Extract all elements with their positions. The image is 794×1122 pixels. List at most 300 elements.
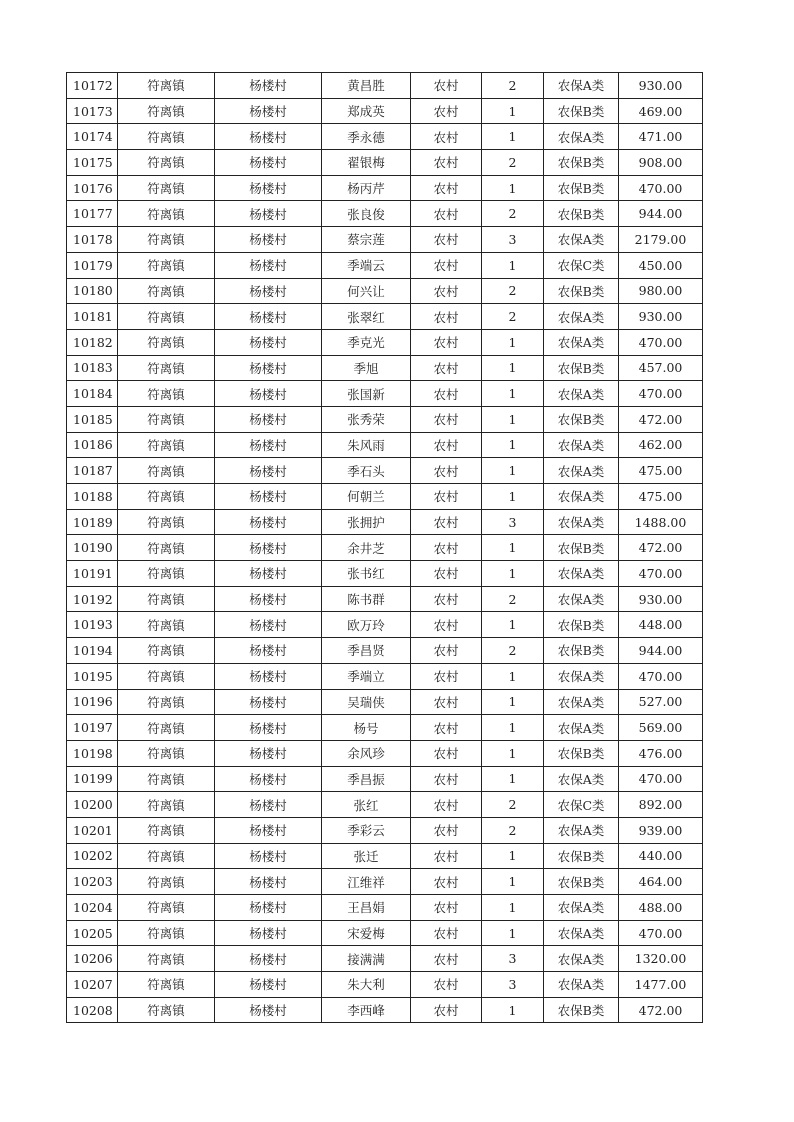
amount-cell: 475.00 [619, 484, 703, 510]
village-cell: 杨楼村 [215, 766, 322, 792]
household-count-cell: 1 [482, 175, 544, 201]
village-cell: 杨楼村 [215, 895, 322, 921]
person-name-cell: 张红 [322, 792, 411, 818]
amount-cell: 470.00 [619, 663, 703, 689]
amount-cell: 472.00 [619, 406, 703, 432]
insurance-class-cell: 农保A类 [544, 817, 619, 843]
area-type-cell: 农村 [411, 484, 482, 510]
area-type-cell: 农村 [411, 766, 482, 792]
village-cell: 杨楼村 [215, 792, 322, 818]
person-name-cell: 接满满 [322, 946, 411, 972]
village-cell: 杨楼村 [215, 843, 322, 869]
record-id-cell: 10183 [67, 355, 118, 381]
record-id-cell: 10176 [67, 175, 118, 201]
household-count-cell: 1 [482, 458, 544, 484]
town-cell: 符离镇 [118, 612, 215, 638]
household-count-cell: 2 [482, 304, 544, 330]
table-row [67, 586, 703, 612]
area-type-cell: 农村 [411, 561, 482, 587]
record-id-cell: 10192 [67, 586, 118, 612]
town-cell: 符离镇 [118, 329, 215, 355]
person-name-cell: 季昌振 [322, 766, 411, 792]
town-cell: 符离镇 [118, 843, 215, 869]
household-count-cell: 1 [482, 561, 544, 587]
table-row [67, 509, 703, 535]
household-count-cell: 1 [482, 920, 544, 946]
town-cell: 符离镇 [118, 432, 215, 458]
household-count-cell: 1 [482, 612, 544, 638]
table-row [67, 766, 703, 792]
table-row [67, 663, 703, 689]
person-name-cell: 季克光 [322, 329, 411, 355]
town-cell: 符离镇 [118, 252, 215, 278]
amount-cell: 1488.00 [619, 509, 703, 535]
record-id-cell: 10200 [67, 792, 118, 818]
table-row [67, 150, 703, 176]
person-name-cell: 张良俊 [322, 201, 411, 227]
insurance-class-cell: 农保B类 [544, 535, 619, 561]
record-id-cell: 10182 [67, 329, 118, 355]
table-row [67, 381, 703, 407]
record-id-cell: 10186 [67, 432, 118, 458]
area-type-cell: 农村 [411, 98, 482, 124]
record-id-cell: 10174 [67, 124, 118, 150]
household-count-cell: 2 [482, 201, 544, 227]
area-type-cell: 农村 [411, 997, 482, 1023]
insurance-class-cell: 农保A类 [544, 663, 619, 689]
town-cell: 符离镇 [118, 381, 215, 407]
area-type-cell: 农村 [411, 329, 482, 355]
town-cell: 符离镇 [118, 817, 215, 843]
household-count-cell: 1 [482, 895, 544, 921]
record-id-cell: 10196 [67, 689, 118, 715]
area-type-cell: 农村 [411, 381, 482, 407]
town-cell: 符离镇 [118, 972, 215, 998]
household-count-cell: 1 [482, 381, 544, 407]
person-name-cell: 杨号 [322, 715, 411, 741]
table-row [67, 278, 703, 304]
record-id-cell: 10178 [67, 227, 118, 253]
area-type-cell: 农村 [411, 612, 482, 638]
village-cell: 杨楼村 [215, 381, 322, 407]
town-cell: 符离镇 [118, 73, 215, 99]
town-cell: 符离镇 [118, 997, 215, 1023]
amount-cell: 892.00 [619, 792, 703, 818]
person-name-cell: 杨丙芹 [322, 175, 411, 201]
insurance-class-cell: 农保C类 [544, 252, 619, 278]
person-name-cell: 张拥护 [322, 509, 411, 535]
village-cell: 杨楼村 [215, 586, 322, 612]
person-name-cell: 季永德 [322, 124, 411, 150]
village-cell: 杨楼村 [215, 740, 322, 766]
insurance-class-cell: 农保B类 [544, 740, 619, 766]
town-cell: 符离镇 [118, 124, 215, 150]
table-row [67, 175, 703, 201]
area-type-cell: 农村 [411, 663, 482, 689]
village-cell: 杨楼村 [215, 458, 322, 484]
amount-cell: 470.00 [619, 920, 703, 946]
area-type-cell: 农村 [411, 946, 482, 972]
person-name-cell: 张书红 [322, 561, 411, 587]
insurance-class-cell: 农保A类 [544, 715, 619, 741]
person-name-cell: 陈书群 [322, 586, 411, 612]
insurance-class-cell: 农保B类 [544, 175, 619, 201]
table-row [67, 740, 703, 766]
amount-cell: 944.00 [619, 638, 703, 664]
area-type-cell: 农村 [411, 73, 482, 99]
table-row [67, 561, 703, 587]
town-cell: 符离镇 [118, 766, 215, 792]
town-cell: 符离镇 [118, 638, 215, 664]
record-id-cell: 10204 [67, 895, 118, 921]
household-count-cell: 2 [482, 278, 544, 304]
record-id-cell: 10181 [67, 304, 118, 330]
area-type-cell: 农村 [411, 972, 482, 998]
village-cell: 杨楼村 [215, 150, 322, 176]
household-count-cell: 1 [482, 997, 544, 1023]
area-type-cell: 农村 [411, 920, 482, 946]
insurance-class-cell: 农保B类 [544, 612, 619, 638]
town-cell: 符离镇 [118, 175, 215, 201]
insurance-class-cell: 农保A类 [544, 509, 619, 535]
table-row [67, 355, 703, 381]
amount-cell: 908.00 [619, 150, 703, 176]
record-id-cell: 10180 [67, 278, 118, 304]
table-row [67, 843, 703, 869]
insurance-class-cell: 农保B类 [544, 278, 619, 304]
village-cell: 杨楼村 [215, 304, 322, 330]
household-count-cell: 3 [482, 509, 544, 535]
amount-cell: 2179.00 [619, 227, 703, 253]
table-row [67, 946, 703, 972]
area-type-cell: 农村 [411, 432, 482, 458]
household-count-cell: 1 [482, 740, 544, 766]
person-name-cell: 蔡宗莲 [322, 227, 411, 253]
household-count-cell: 2 [482, 586, 544, 612]
record-id-cell: 10175 [67, 150, 118, 176]
amount-cell: 470.00 [619, 381, 703, 407]
amount-cell: 470.00 [619, 766, 703, 792]
area-type-cell: 农村 [411, 843, 482, 869]
record-id-cell: 10187 [67, 458, 118, 484]
table-row [67, 124, 703, 150]
insurance-class-cell: 农保B类 [544, 638, 619, 664]
amount-cell: 450.00 [619, 252, 703, 278]
village-cell: 杨楼村 [215, 997, 322, 1023]
insurance-class-cell: 农保B类 [544, 843, 619, 869]
record-id-cell: 10194 [67, 638, 118, 664]
household-count-cell: 1 [482, 329, 544, 355]
amount-cell: 930.00 [619, 586, 703, 612]
record-id-cell: 10189 [67, 509, 118, 535]
amount-cell: 464.00 [619, 869, 703, 895]
person-name-cell: 李西峰 [322, 997, 411, 1023]
table-row [67, 406, 703, 432]
person-name-cell: 翟银梅 [322, 150, 411, 176]
insurance-class-cell: 农保B类 [544, 98, 619, 124]
person-name-cell: 季旭 [322, 355, 411, 381]
household-count-cell: 1 [482, 355, 544, 381]
person-name-cell: 黄昌胜 [322, 73, 411, 99]
person-name-cell: 季昌贤 [322, 638, 411, 664]
insurance-class-cell: 农保A类 [544, 304, 619, 330]
town-cell: 符离镇 [118, 663, 215, 689]
area-type-cell: 农村 [411, 509, 482, 535]
village-cell: 杨楼村 [215, 715, 322, 741]
amount-cell: 469.00 [619, 98, 703, 124]
town-cell: 符离镇 [118, 535, 215, 561]
household-count-cell: 1 [482, 715, 544, 741]
household-count-cell: 2 [482, 638, 544, 664]
town-cell: 符离镇 [118, 946, 215, 972]
person-name-cell: 欧万玲 [322, 612, 411, 638]
area-type-cell: 农村 [411, 355, 482, 381]
amount-cell: 980.00 [619, 278, 703, 304]
record-id-cell: 10188 [67, 484, 118, 510]
table-row [67, 972, 703, 998]
area-type-cell: 农村 [411, 201, 482, 227]
person-name-cell: 季端立 [322, 663, 411, 689]
table-row [67, 689, 703, 715]
village-cell: 杨楼村 [215, 175, 322, 201]
town-cell: 符离镇 [118, 150, 215, 176]
amount-cell: 440.00 [619, 843, 703, 869]
table-row [67, 535, 703, 561]
household-count-cell: 3 [482, 227, 544, 253]
table-row [67, 869, 703, 895]
person-name-cell: 朱大利 [322, 972, 411, 998]
village-cell: 杨楼村 [215, 252, 322, 278]
area-type-cell: 农村 [411, 586, 482, 612]
insurance-class-cell: 农保A类 [544, 561, 619, 587]
area-type-cell: 农村 [411, 792, 482, 818]
table-row [67, 612, 703, 638]
insurance-class-cell: 农保A类 [544, 920, 619, 946]
person-name-cell: 宋爱梅 [322, 920, 411, 946]
table-row [67, 432, 703, 458]
household-count-cell: 1 [482, 406, 544, 432]
record-id-cell: 10197 [67, 715, 118, 741]
insurance-class-cell: 农保C类 [544, 792, 619, 818]
record-id-cell: 10201 [67, 817, 118, 843]
town-cell: 符离镇 [118, 355, 215, 381]
amount-cell: 527.00 [619, 689, 703, 715]
village-cell: 杨楼村 [215, 484, 322, 510]
household-count-cell: 1 [482, 663, 544, 689]
amount-cell: 462.00 [619, 432, 703, 458]
household-count-cell: 1 [482, 843, 544, 869]
household-count-cell: 1 [482, 124, 544, 150]
town-cell: 符离镇 [118, 406, 215, 432]
record-id-cell: 10184 [67, 381, 118, 407]
household-count-cell: 1 [482, 484, 544, 510]
insurance-class-cell: 农保B类 [544, 201, 619, 227]
village-cell: 杨楼村 [215, 817, 322, 843]
record-id-cell: 10185 [67, 406, 118, 432]
person-name-cell: 王昌娟 [322, 895, 411, 921]
area-type-cell: 农村 [411, 715, 482, 741]
person-name-cell: 张翠红 [322, 304, 411, 330]
person-name-cell: 郑成英 [322, 98, 411, 124]
town-cell: 符离镇 [118, 869, 215, 895]
record-id-cell: 10172 [67, 73, 118, 99]
record-id-cell: 10203 [67, 869, 118, 895]
amount-cell: 944.00 [619, 201, 703, 227]
town-cell: 符离镇 [118, 98, 215, 124]
area-type-cell: 农村 [411, 252, 482, 278]
table-row [67, 920, 703, 946]
table-row [67, 304, 703, 330]
village-cell: 杨楼村 [215, 124, 322, 150]
person-name-cell: 季石头 [322, 458, 411, 484]
table-row [67, 638, 703, 664]
household-count-cell: 2 [482, 150, 544, 176]
record-id-cell: 10206 [67, 946, 118, 972]
insurance-class-cell: 农保A类 [544, 432, 619, 458]
town-cell: 符离镇 [118, 201, 215, 227]
town-cell: 符离镇 [118, 561, 215, 587]
village-cell: 杨楼村 [215, 278, 322, 304]
insurance-class-cell: 农保A类 [544, 329, 619, 355]
insurance-class-cell: 农保B类 [544, 406, 619, 432]
person-name-cell: 余风珍 [322, 740, 411, 766]
household-count-cell: 1 [482, 535, 544, 561]
record-id-cell: 10177 [67, 201, 118, 227]
amount-cell: 569.00 [619, 715, 703, 741]
record-id-cell: 10173 [67, 98, 118, 124]
insurance-class-cell: 农保B类 [544, 997, 619, 1023]
household-count-cell: 1 [482, 766, 544, 792]
insurance-class-cell: 农保A类 [544, 586, 619, 612]
household-count-cell: 3 [482, 946, 544, 972]
village-cell: 杨楼村 [215, 432, 322, 458]
table-row [67, 817, 703, 843]
insurance-class-cell: 农保A类 [544, 766, 619, 792]
record-id-cell: 10179 [67, 252, 118, 278]
town-cell: 符离镇 [118, 458, 215, 484]
village-cell: 杨楼村 [215, 638, 322, 664]
table-row [67, 201, 703, 227]
town-cell: 符离镇 [118, 484, 215, 510]
area-type-cell: 农村 [411, 689, 482, 715]
area-type-cell: 农村 [411, 740, 482, 766]
insurance-class-cell: 农保A类 [544, 895, 619, 921]
village-cell: 杨楼村 [215, 355, 322, 381]
amount-cell: 472.00 [619, 997, 703, 1023]
table-row [67, 458, 703, 484]
table-row [67, 792, 703, 818]
area-type-cell: 农村 [411, 638, 482, 664]
village-cell: 杨楼村 [215, 201, 322, 227]
person-name-cell: 江维祥 [322, 869, 411, 895]
record-id-cell: 10190 [67, 535, 118, 561]
insurance-class-cell: 农保A类 [544, 381, 619, 407]
village-cell: 杨楼村 [215, 535, 322, 561]
village-cell: 杨楼村 [215, 73, 322, 99]
record-id-cell: 10199 [67, 766, 118, 792]
area-type-cell: 农村 [411, 175, 482, 201]
amount-cell: 470.00 [619, 561, 703, 587]
area-type-cell: 农村 [411, 278, 482, 304]
table-row [67, 252, 703, 278]
amount-cell: 476.00 [619, 740, 703, 766]
insurance-class-cell: 农保A类 [544, 946, 619, 972]
amount-cell: 471.00 [619, 124, 703, 150]
household-count-cell: 3 [482, 972, 544, 998]
household-count-cell: 1 [482, 689, 544, 715]
record-id-cell: 10205 [67, 920, 118, 946]
insurance-class-cell: 农保A类 [544, 972, 619, 998]
person-name-cell: 朱风雨 [322, 432, 411, 458]
town-cell: 符离镇 [118, 895, 215, 921]
household-count-cell: 2 [482, 73, 544, 99]
table-row [67, 895, 703, 921]
village-cell: 杨楼村 [215, 509, 322, 535]
area-type-cell: 农村 [411, 895, 482, 921]
record-id-cell: 10195 [67, 663, 118, 689]
area-type-cell: 农村 [411, 227, 482, 253]
person-name-cell: 张迁 [322, 843, 411, 869]
area-type-cell: 农村 [411, 124, 482, 150]
household-count-cell: 1 [482, 869, 544, 895]
insurance-class-cell: 农保A类 [544, 484, 619, 510]
insurance-class-cell: 农保B类 [544, 355, 619, 381]
record-id-cell: 10198 [67, 740, 118, 766]
village-cell: 杨楼村 [215, 946, 322, 972]
household-count-cell: 2 [482, 817, 544, 843]
amount-cell: 930.00 [619, 73, 703, 99]
village-cell: 杨楼村 [215, 612, 322, 638]
village-cell: 杨楼村 [215, 920, 322, 946]
area-type-cell: 农村 [411, 304, 482, 330]
table-row [67, 715, 703, 741]
person-name-cell: 季端云 [322, 252, 411, 278]
insurance-class-cell: 农保A类 [544, 124, 619, 150]
household-count-cell: 1 [482, 432, 544, 458]
table-row [67, 98, 703, 124]
household-count-cell: 1 [482, 98, 544, 124]
village-cell: 杨楼村 [215, 98, 322, 124]
table-body [67, 73, 703, 1023]
insurance-class-cell: 农保A类 [544, 227, 619, 253]
town-cell: 符离镇 [118, 689, 215, 715]
amount-cell: 475.00 [619, 458, 703, 484]
person-name-cell: 何兴让 [322, 278, 411, 304]
amount-cell: 1320.00 [619, 946, 703, 972]
village-cell: 杨楼村 [215, 869, 322, 895]
person-name-cell: 余井芝 [322, 535, 411, 561]
area-type-cell: 农村 [411, 458, 482, 484]
amount-cell: 470.00 [619, 329, 703, 355]
record-id-cell: 10207 [67, 972, 118, 998]
village-cell: 杨楼村 [215, 406, 322, 432]
amount-cell: 457.00 [619, 355, 703, 381]
table-row [67, 73, 703, 99]
area-type-cell: 农村 [411, 869, 482, 895]
insurance-class-cell: 农保A类 [544, 689, 619, 715]
person-name-cell: 吴瑞侠 [322, 689, 411, 715]
town-cell: 符离镇 [118, 740, 215, 766]
area-type-cell: 农村 [411, 406, 482, 432]
person-name-cell: 张国新 [322, 381, 411, 407]
area-type-cell: 农村 [411, 817, 482, 843]
records-table [66, 72, 703, 1023]
village-cell: 杨楼村 [215, 663, 322, 689]
amount-cell: 472.00 [619, 535, 703, 561]
area-type-cell: 农村 [411, 150, 482, 176]
person-name-cell: 何朝兰 [322, 484, 411, 510]
town-cell: 符离镇 [118, 509, 215, 535]
